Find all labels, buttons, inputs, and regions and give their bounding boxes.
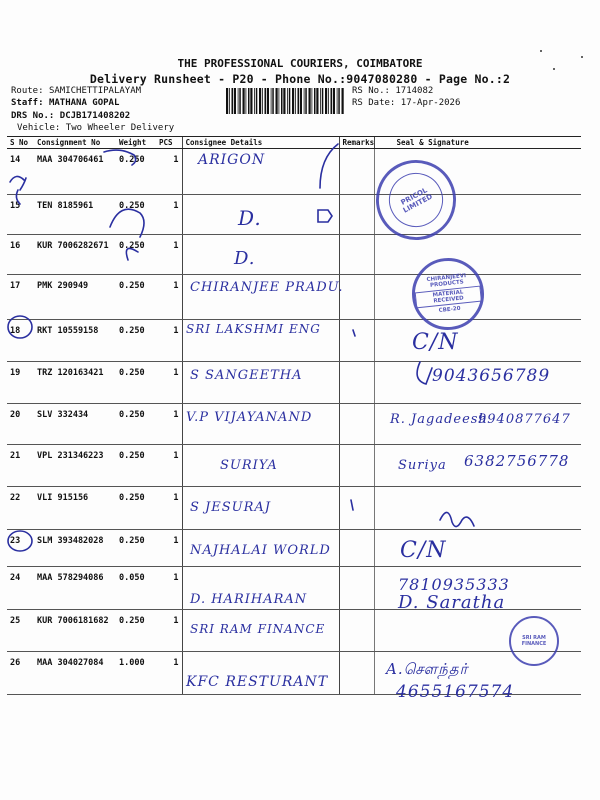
col-header-seal: Seal & Signature [374,137,581,149]
row-pcs: 1 [156,530,182,567]
handwritten-sig-24: D. Saratha [398,592,506,613]
col-header-pcs: PCS [156,137,182,149]
row-consignment-no: PMK 290949 [34,275,116,320]
drs-value: DCJB171408202 [59,111,131,121]
row-pcs: 1 [156,404,182,445]
rs-date-value: 17-Apr-2026 [400,98,461,108]
handwritten-consignee-15: D. [238,206,262,230]
row-weight: 0.250 [116,149,156,195]
handwritten-consignee-19: S SANGEETHA [190,368,303,383]
row-consignment-no: SLV 332434 [34,404,116,445]
handwritten-seal-23: C/N [400,538,447,563]
row-consignment-no: KUR 7006282671 [34,235,116,275]
row-sno: 16 [7,235,34,275]
row-pcs: 1 [156,275,182,320]
row-sno: 15 [7,195,34,235]
row-sno: 14 [7,149,34,195]
row-pcs: 1 [156,362,182,404]
handwritten-consignee-23: NAJHALAI WORLD [190,543,331,558]
row-weight: 0.250 [116,530,156,567]
row-consignment-no: RKT 10559158 [34,320,116,362]
handwritten-seal-26: 4655167574 [396,682,515,702]
row-sno: 22 [7,487,34,530]
row-pcs: 1 [156,445,182,487]
row-consignment-no: TRZ 120163421 [34,362,116,404]
row-sno: 17 [7,275,34,320]
handwritten-seal-18: C/N [412,330,459,355]
rs-no-value: 1714082 [395,86,434,96]
row-weight: 0.250 [116,487,156,530]
row-sno: 18 [7,320,34,362]
rs-no-label: RS No.: [352,86,390,96]
row-pcs: 1 [156,195,182,235]
handwritten-consignee-25: SRI RAM FINANCE [190,622,326,636]
row-pcs: 1 [156,149,182,195]
handwritten-consignee-20: V.P VIJAYANAND [186,410,313,425]
row-consignment-no: TEN 8185961 [34,195,116,235]
handwritten-sig-21: Suriya [398,458,447,473]
col-header-consignment: Consignment No [34,137,116,149]
vehicle-label: Vehicle: [17,123,61,133]
row-weight: 0.250 [116,445,156,487]
staff-value: MATHANA GOPAL [48,98,120,108]
stamp-chiranjeevi-line2: MATERIAL RECEIVED [415,286,482,309]
row-consignment-no: KUR 7006181682 [34,610,116,652]
stamp-pricol-text: PRICOL LIMITED [399,186,434,215]
drs-label: DRS No.: [11,111,55,121]
handwritten-consignee-21: SURIYA [220,458,278,473]
row-consignment-no: SLM 393482028 [34,530,116,567]
row-weight: 0.250 [116,610,156,652]
col-header-remarks: Remarks [339,137,374,149]
row-sno: 24 [7,567,34,610]
row-weight: 0.250 [116,362,156,404]
handwritten-consignee-26: KFC RESTURANT [186,674,329,690]
row-sno: 23 [7,530,34,567]
row-consignment-no: VLI 915156 [34,487,116,530]
route-value: SAMICHETTIPALAYAM [48,86,142,96]
row-consignment-no: MAA 304027084 [34,652,116,695]
handwritten-consignee-17: CHIRANJEE PRADU. [190,280,344,295]
col-header-weight: Weight [116,137,156,149]
col-header-sno: S No [7,137,34,149]
handwritten-seal-19: 9043656789 [432,366,551,386]
row-pcs: 1 [156,610,182,652]
row-pcs: 1 [156,235,182,275]
handwritten-consignee-24: D. HARIHARAN [190,592,308,607]
rs-date-label: RS Date: [352,98,396,108]
staff-label: Staff: [11,98,44,108]
row-pcs: 1 [156,567,182,610]
row-weight: 0.250 [116,404,156,445]
handwritten-phone-20: 9940877647 [478,412,571,427]
row-weight: 0.050 [116,567,156,610]
handwritten-consignee-22: S JESURAJ [190,500,271,515]
handwritten-seal-21: 6382756778 [464,452,570,470]
row-weight: 0.250 [116,195,156,235]
handwritten-seal-24: 7810935333 [398,575,510,594]
row-consignment-no: MAA 304706461 [34,149,116,195]
row-weight: 1.000 [116,652,156,695]
page-subtitle: Delivery Runsheet - P20 - Phone No.:9047080280 - Page No.:2 [89,72,511,86]
row-consignment-no: VPL 231346223 [34,445,116,487]
row-weight: 0.250 [116,235,156,275]
row-pcs: 1 [156,487,182,530]
row-consignment-no: MAA 578294086 [34,567,116,610]
row-sno: 20 [7,404,34,445]
route-label: Route: [11,86,44,96]
row-pcs: 1 [156,652,182,695]
stamp-chiranjeevi-line1: CHIRANJEEVI PRODUCTS [426,273,467,289]
row-sno: 26 [7,652,34,695]
vehicle-value: Two Wheeler Delivery [65,123,175,133]
handwritten-consignee-14: ARIGON [198,152,266,168]
stamp-chiranjeevi-line3: CBE-20 [438,305,461,315]
handwritten-consignee-16: D. [234,248,256,269]
row-sno: 21 [7,445,34,487]
row-pcs: 1 [156,320,182,362]
col-header-consignee: Consignee Details [182,137,339,149]
handwritten-consignee-18: SRI LAKSHMI ENG [186,322,321,336]
row-weight: 0.250 [116,320,156,362]
row-sno: 19 [7,362,34,404]
page-title: THE PROFESSIONAL COURIERS, COIMBATORE [177,57,423,70]
row-weight: 0.250 [116,275,156,320]
handwritten-tamil-26: A.சௌந்தர் [386,660,469,678]
stamp-sriram-text: SRI RAM FINANCE [521,635,547,647]
handwritten-sig-20: R. Jagadeesh [390,412,488,427]
row-sno: 25 [7,610,34,652]
